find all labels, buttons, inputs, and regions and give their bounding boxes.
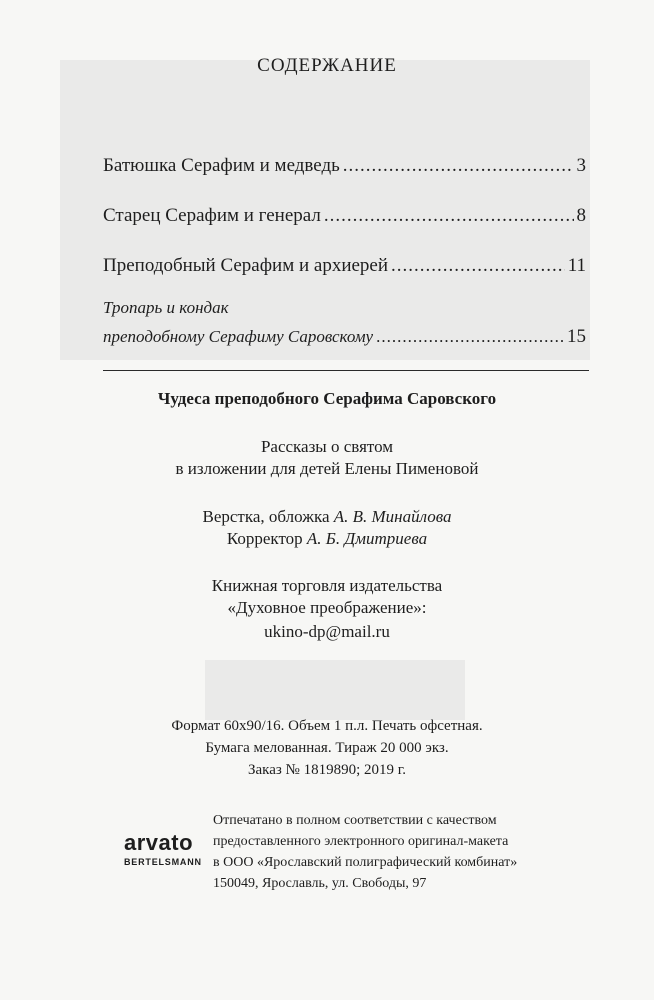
toc-leader-dots [391, 255, 565, 277]
toc-entry[interactable] [103, 326, 586, 348]
credit-name: А. В. Минайлова [333, 507, 452, 526]
subtitle-line: в изложении для детей Елены Пименовой [175, 459, 479, 478]
credit-proofreader [0, 529, 654, 549]
imprint-line: 150049, Ярославль, ул. Свободы, 97 [213, 876, 427, 891]
shop-line: «Духовное преображение»: [227, 598, 427, 617]
logo-subword: BERTELSMANN [124, 857, 202, 867]
toc-leader-dots [343, 155, 574, 177]
specs-line: Формат 60х90/16. Объем 1 п.л. Печать офсетная. [171, 718, 483, 734]
imprint-line: в ООО «Ярославский полиграфический комбинат» [213, 855, 518, 870]
printer-imprint [213, 810, 517, 894]
toc-entry-page: 11 [567, 255, 586, 276]
toc-entry[interactable] [103, 155, 586, 177]
credit-name: А. Б. Дмитриева [306, 529, 428, 548]
imprint-line: предоставленного электронного оригинал-макета [213, 834, 509, 849]
toc-entry-title: Преподобный Серафим и архиерей [103, 255, 389, 276]
specs-line: Заказ № 1819890; 2019 г. [247, 762, 406, 778]
toc-entry-troparion-line1: Тропарь и кондак [103, 298, 229, 317]
toc-entry-page: 8 [576, 205, 586, 226]
subtitle-line: Рассказы о святом [260, 437, 394, 456]
arvato-bertelsmann-logo [124, 832, 202, 867]
specs-line: Бумага мелованная. Тираж 20 000 экз. [205, 740, 449, 756]
toc-leader-dots [324, 205, 574, 227]
shop-email[interactable]: ukino-dp@mail.ru [264, 622, 390, 641]
divider-line [103, 370, 589, 371]
toc-entry-page: 15 [567, 326, 586, 347]
credit-label: Верстка, обложка [202, 507, 330, 526]
toc-entry-title: Старец Серафим и генерал [103, 205, 321, 226]
toc-entry-title: Батюшка Серафим и медведь [103, 155, 340, 176]
toc-leader-dots [376, 327, 564, 347]
toc-entry[interactable] [103, 255, 586, 277]
toc-heading: СОДЕРЖАНИЕ [257, 55, 397, 76]
toc-entry-page: 3 [576, 155, 586, 176]
shop-line: Книжная торговля издательства [211, 576, 443, 595]
logo-word: arvato [124, 830, 194, 855]
imprint-line: Отпечатано в полном соответствии с качеством [213, 813, 497, 828]
book-title: Чудеса преподобного Серафима Саровского [157, 389, 497, 408]
credit-label: Корректор [226, 529, 303, 548]
credit-layout [0, 507, 654, 527]
toc-entry[interactable] [103, 205, 586, 227]
bleed-through-image-bottom [205, 660, 465, 720]
toc-entry-title: преподобному Серафиму Саровскому [103, 327, 374, 346]
